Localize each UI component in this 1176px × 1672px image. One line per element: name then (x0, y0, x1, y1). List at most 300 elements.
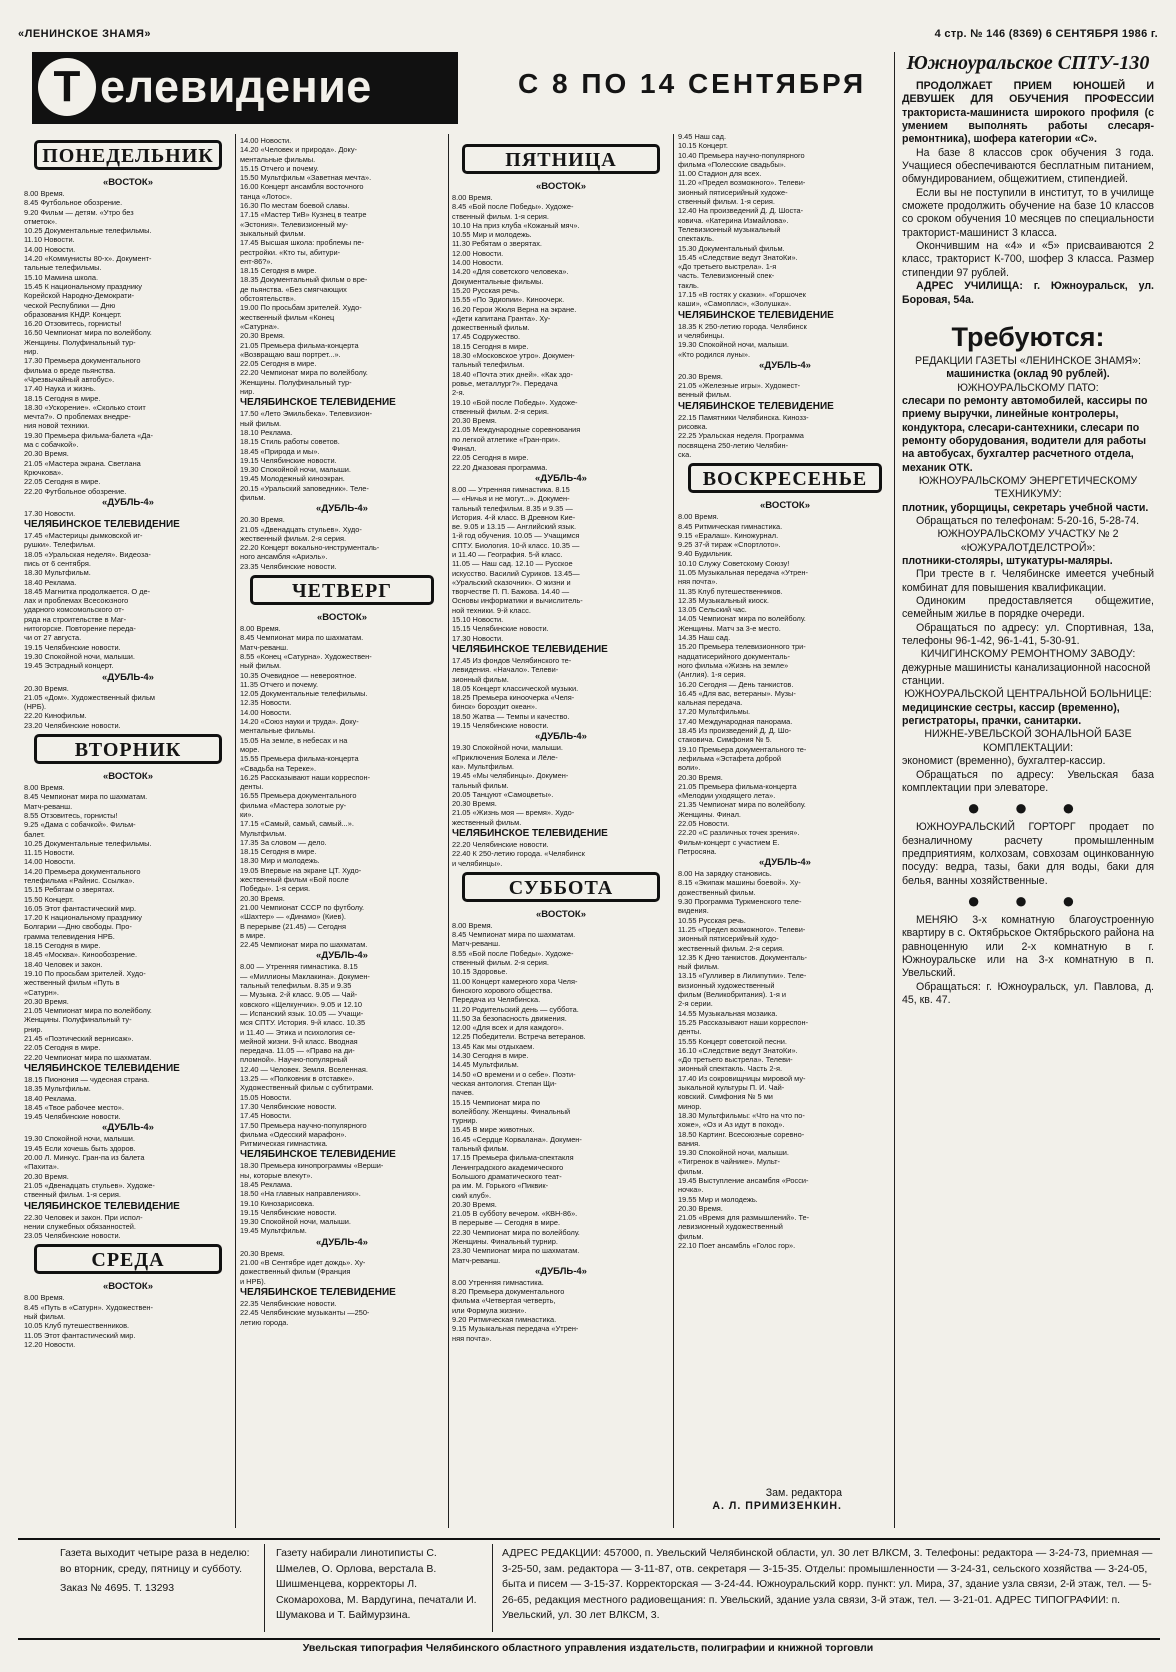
signature-role: Зам. редактора (765, 1487, 842, 1499)
program-line: 9.25 37-й тираж «Спортлото». (678, 540, 781, 550)
program-line: бинского хорового общества. (452, 985, 553, 995)
program-line: или Формула жизни». (452, 1305, 527, 1315)
program-line: 18.25 Премьера киноочерка «Челя- (452, 693, 575, 703)
employer-name: НИЖНЕ-УВЕЛЬСКОЙ ЗОНАЛЬНОЙ БАЗЕ КОМПЛЕКТАЦИИ: (924, 728, 1132, 754)
program-line: 14.00 Новости. (24, 857, 76, 867)
program-line: стаковича. Симфония № 5. (678, 735, 772, 745)
program-line: хоже», «Оз и Аз идут в поход». (678, 1120, 785, 1130)
program-line: 17.45 «Мастерицы дымковской иг- (24, 531, 143, 541)
program-line: 15.30 Документальный фильм. (678, 243, 785, 253)
program-line: 16.45 «Сердце Корвалана». Докумен- (452, 1134, 582, 1144)
program-line: 15.50 Концерт. (24, 894, 74, 904)
program-line: жественный фильм «Бой после (240, 875, 349, 885)
program-line: 17.40 Из сокровищницы мировой му- (678, 1073, 806, 1083)
program-line: жественный фильм. 2-я серия. (240, 533, 347, 543)
program-line: нитогорске. Повторение переда- (24, 624, 136, 634)
program-line: в мире. (240, 930, 266, 940)
channel-heading: «ДУБЛЬ-4» (759, 359, 811, 371)
regional-heading: ЧЕЛЯБИНСКОЕ ТЕЛЕВИДЕНИЕ (240, 397, 396, 409)
day-heading: ЧЕТВЕРГ (250, 575, 434, 605)
channel-heading: «ДУБЛЬ-4» (535, 472, 587, 484)
program-line: ной техники. 9-й класс. (452, 605, 531, 615)
program-line: 19.45 Выступление ансамбля «Росси- (678, 1175, 809, 1185)
program-line: минор. (678, 1101, 702, 1111)
program-line: танца «Лотос». (240, 191, 293, 201)
program-line: Основы информатики и вычислитель- (452, 596, 583, 606)
program-line: тальный фильм. (452, 1144, 509, 1154)
program-line: 15.20 Премьера телевизионного три- (678, 642, 806, 652)
program-line: зионный пятисерийный худо- (678, 934, 779, 944)
program-line: 21.05 «Двенадцать стульев». Художе- (24, 1180, 155, 1190)
program-line: 11.15 Новости. (24, 848, 75, 858)
separator-dots: ● ● ● (966, 795, 1090, 821)
program-line: 19.10 «Бой после Победы». Художе- (452, 397, 578, 407)
program-line: 9.20 Фильм — детям. «Утро без (24, 207, 134, 217)
program-line: ный фильм. (240, 418, 282, 428)
program-line: зыкальный фильм. (240, 228, 306, 238)
program-line: 17.30 Челябинские новости. (240, 1101, 337, 1111)
program-line: — Музыка. 2-й класс. 9.05 — Чай- (240, 990, 358, 1000)
program-line: 17.15 Премьера фильма-спектакля (452, 1153, 574, 1163)
program-line: 14.20 Премьера документального (24, 866, 141, 876)
program-line: 9.40 Будильник. (678, 549, 733, 559)
program-line: ческая антология. Степан Щи- (452, 1078, 557, 1088)
channel-heading: «ДУБЛЬ-4» (316, 1236, 368, 1248)
program-line: лах и проблемах Всесоюзного (24, 596, 129, 606)
program-line: отметок». (24, 216, 58, 226)
program-line: 8.00 На зарядку становись. (678, 869, 772, 879)
column-rule (448, 134, 449, 1528)
program-line: передача. 11.05 — «Право на ди- (240, 1046, 355, 1056)
program-line: 12.05 Документальные телефильмы. (240, 689, 368, 699)
program-line: ковский. Симфония № 5 ми (678, 1092, 773, 1102)
program-line: 8.00 Время. (452, 193, 493, 202)
program-line: Победы». 1-я серия. (240, 884, 311, 894)
program-line: 17.15 «В гостях у сказки». «Горшочек (678, 290, 806, 300)
program-line: 8.00 Утренняя гимнастика. (452, 1277, 544, 1287)
program-line: 14.00 Новости. (240, 136, 292, 145)
program-line: 20.15 «Уральский заповедник». Теле- (240, 483, 369, 493)
program-line: рестройки. «Кто ты, абитури- (240, 247, 341, 257)
program-line: ный фильм. (240, 661, 282, 671)
channel-heading: «ДУБЛЬ-4» (102, 496, 154, 508)
program-line: 11.20 Родительский день — суббота. (452, 1004, 579, 1014)
program-line: 19.10 Кинозарисовка. (240, 1198, 315, 1208)
program-line: «Сатурна». (240, 321, 280, 331)
program-line: «Свадьба на Тереке». (240, 763, 317, 773)
program-line: 19.45 Мультфильм. (240, 1226, 307, 1236)
program-line: ственный фильм. 1-я серия. (24, 1190, 121, 1200)
program-line: ент-86?». (240, 256, 273, 266)
program-line: фильма «Полесские свадьбы». (678, 159, 786, 169)
publication-info (60, 1546, 250, 1597)
channel-heading: «ВОСТОК» (536, 908, 586, 920)
program-line: 16.25 Рассказывают наши корреспон- (240, 772, 371, 782)
program-line: и 11.40 — Этика и психология се- (240, 1027, 356, 1037)
program-line: 21.05 «Жизнь моя — время». Худо- (452, 808, 575, 818)
job-list: машинистка (оклад 90 рублей). (946, 368, 1110, 381)
program-line: 8.45 Чемпионат мира по шахматам. (240, 633, 364, 643)
program-line: 9.25 «Дама с собачкой». Фильм- (24, 820, 136, 830)
program-line: 13.25 — «Полковник в отставке». (240, 1074, 355, 1084)
channel-heading: «ДУБЛЬ-4» (102, 671, 154, 683)
program-line: «Дети капитана Гранта». Ху- (452, 313, 551, 323)
program-line: 10.10 На приз клуба «Кожаный мяч». (452, 220, 580, 230)
program-line: нир. (240, 387, 255, 397)
job-list: дежурные машинисты канализационной насосной станции. (902, 661, 1151, 688)
program-line: 19.15 Челябинские новости. (452, 721, 549, 731)
program-line: няя почта». (452, 1333, 492, 1343)
program-line: и 11.40 — География. 5-й класс. (452, 549, 563, 559)
program-line: 14.45 Мультфильм. (452, 1060, 519, 1070)
school-paragraph: Окончившим на «4» и «5» присваиваются 2 класс, тракторист К-700, шофер 3 класса. Размер стипендии 97 рублей. (902, 240, 1154, 279)
program-line: зыкальной культуры П. И. Чай- (678, 1083, 785, 1093)
program-line: 18.15 Сегодня в мире. (240, 847, 317, 857)
regional-heading: ЧЕЛЯБИНСКОЕ ТЕЛЕВИДЕНИЕ (24, 1062, 180, 1074)
editorial-address: АДРЕС РЕДАКЦИИ: 457000, п. Увельский Челябинской области, ул. 30 лет ВЛКСМ, 3. Телефоны: редактора — 3-24-73, приемная — 3-25-50, зам. редактора — 3-11-87, отв. секретаря — 3-15-35. Отделы: промышленности — 3-24-31, сельского хозяйства — 3-24-05, быта и писем — 3-15-37. Корректорская — 3-24-44. Южноуральский корр. пункт: ул. Мира, 37, здание узла связи, 2-й этаж, тел. — 5-26-65, редакция местного радиовещания: п. Увельский, здание узла связи, 3-й этаж, тел. — 3-21-01. АДРЕС ТИПОГРАФИИ: п. Увельский, ул. 30 лет ВЛКСМ, 3. (502, 1547, 1153, 1621)
program-line: 18.05 «Уральская неделя». Видеоза- (24, 549, 151, 559)
phone-info: Обращаться по телефонам: 5-20-16, 5-28-74. (916, 514, 1140, 527)
program-line: 22.30 Человек и закон. При испол- (24, 1212, 143, 1222)
column-rule (235, 134, 236, 1528)
program-line: 12.40 На произведений Д. Д. Шоста- (678, 206, 804, 216)
program-line: и челябинцы. (678, 330, 725, 340)
program-line: мейной жизни. 9-й класс. Вводная (240, 1036, 358, 1046)
program-line: 22.15 Памятники Челябинска. Кинозз- (678, 412, 809, 422)
program-line: 11.35 Клуб путешественников. (678, 586, 783, 596)
program-line: ственный фильм. 2-я серия. (452, 958, 549, 968)
program-line: посвящена 250-летию Челябин- (678, 440, 789, 450)
program-line: 23.30 Чемпионат мира по шахматам. (452, 1246, 580, 1256)
program-line: фильм. (678, 1166, 704, 1176)
signature-block (660, 1487, 842, 1513)
program-line: визионный художественный (678, 980, 775, 990)
program-line: 20.30 Время. (452, 799, 497, 809)
order-number: Заказ № 4695. Т. 13293 (60, 1582, 175, 1594)
program-line: 21.35 Чемпионат мира по волейболу. (678, 800, 806, 810)
program-line: 18.15 Сегодня в мире. (24, 941, 101, 951)
program-line: 14.00 Новости. (240, 707, 292, 717)
program-line: 10.10 Служу Советскому Союзу! (678, 558, 790, 568)
program-line: 17.40 Наука и жизнь. (24, 384, 96, 394)
program-line: 17.15 «Мастер ТиВ» Кузнец в театре (240, 210, 367, 220)
program-line: 12.35 К Дню танкистов. Документаль- (678, 952, 808, 962)
program-line: 12.25 Победители. Встреча ветеранов. (452, 1032, 586, 1042)
program-line: 20.30 Время. (240, 1248, 285, 1258)
program-line: Женщины. Полуфинальный тур- (240, 377, 352, 387)
program-line: ны, которые влекут». (240, 1170, 313, 1180)
program-line: Ритмическая гимнастика. (240, 1139, 328, 1149)
program-line: 22.20 Концерт вокально-инструменталь- (240, 543, 380, 553)
job-list: медицинские сестры, кассир (временно), регистраторы, прачки, санитарки. (902, 701, 1120, 728)
program-line: 9.45 Наш сад. (678, 132, 727, 141)
typesetters-info: Газету набирали линотиписты С. Шмелев, О. Орлова, верстала В. Шишменцева, корректоры Л. Скомарохова, М. Вардугина, печатали И. Шумакова и Т. Баймурзина. (276, 1547, 477, 1621)
program-line: (Англия). 1-я серия. (678, 670, 746, 680)
program-line: 11.05 Этот фантастический мир. (24, 1330, 136, 1340)
program-line: 20.05 Танцуют «Самоцветы». (452, 789, 554, 799)
program-line: 11.05 — Наш сад. 12.10 — Русское (452, 559, 573, 569)
program-line: 16.55 Премьера документального (240, 791, 357, 801)
employer-name: РЕДАКЦИИ ГАЗЕТЫ «ЛЕНИНСКОЕ ЗНАМЯ»: (915, 354, 1141, 367)
program-line: ки». (240, 810, 254, 819)
program-line: Женщины. Полуфинальный ту- (24, 1015, 132, 1025)
program-line: 18.40 Реклама. (24, 1093, 77, 1103)
program-line: 11.10 Новости. (24, 235, 75, 245)
program-line: 11.50 За безопасность движения. (452, 1013, 567, 1023)
program-line: «Шахтер» — «Динамо» (Киев). (240, 912, 346, 922)
program-line: 15.55 Концерт советской песни. (678, 1036, 787, 1046)
program-line: 12.00 Новости. (452, 248, 504, 258)
program-line: чи от 27 августа. (24, 633, 82, 643)
program-line: денты. (240, 782, 264, 792)
program-line: 10.15 Концерт. (678, 141, 728, 151)
program-line: Женщины. Полуфинальный тур- (24, 337, 136, 347)
program-line: 22.20 Джазовая программа. (452, 462, 548, 472)
program-line: 19.10 Премьера документального те- (678, 744, 807, 754)
program-line: 15.10 Новости. (452, 615, 504, 625)
program-line: 11.30 Ребятам о зверятах. (452, 239, 542, 249)
program-line: 19.45 Если хочешь быть здоров. (24, 1143, 136, 1153)
program-line: 15.45 В мире животных. (452, 1125, 535, 1135)
program-line: 10.05 Клуб путешественников. (24, 1321, 130, 1331)
program-line: ного ансамбля «Ариэль». (240, 552, 328, 562)
program-line: Передача из Челябинска. (452, 995, 541, 1005)
program-line: 15.15 Отчего и почему. (240, 163, 319, 173)
program-line: 8.00 Время. (452, 920, 493, 930)
program-line: 22.45 Челябинские музыканты —250- (240, 1308, 370, 1318)
channel-heading: «ВОСТОК» (536, 181, 586, 192)
program-line: волейболу. Женщины. Финальный (452, 1106, 571, 1116)
program-line: 18.40 Реклама. (24, 577, 77, 587)
channel-heading: «ДУБЛЬ-4» (316, 503, 368, 515)
gortorg-ad: ЮЖНОУРАЛЬСКИЙ ГОРТОРГ продает по безналичному расчету промышленным предприятиям, колхозам, совхозам оцинкованную посуду: ведра, тазы, баки для воды, баки для белья, ванны хозяйственные. (902, 821, 1154, 887)
job-list: плотники-столяры, штукатуры-маляры. (902, 555, 1113, 567)
program-line: дожественный фильм (Франция (240, 1267, 351, 1277)
channel-heading: «ДУБЛЬ-4» (759, 857, 811, 869)
program-line: 15.50 Мультфильм «Заветная мечта». (240, 173, 372, 183)
day-heading: СРЕДА (34, 1244, 222, 1274)
program-line: телефильма «Райнис. Ссылка». (24, 876, 135, 885)
program-line: фильма о вреде пьянства. (24, 365, 116, 375)
program-line: 8.55 «Конец «Сатурна». Художествен- (240, 651, 372, 661)
program-line: 21.05 В субботу вечером. «КВН-86». (452, 1209, 578, 1219)
program-line: 15.10 Мамина школа. (24, 272, 99, 282)
program-line: 18.15 Сегодня в мире. (24, 393, 101, 403)
program-line: 18.45 Реклама. (240, 1179, 293, 1189)
program-line: 14.00 Новости. (452, 258, 504, 268)
tv-logo: Т (38, 58, 96, 116)
program-line: 17.20 Мультфильмы. (678, 707, 751, 717)
program-line: море. (240, 744, 260, 754)
television-masthead (32, 52, 458, 124)
program-line: 18.30 «Ускорение». «Сколько стоит (24, 402, 146, 412)
program-line: 22.35 Челябинские новости. (240, 1298, 337, 1308)
program-line: Мультфильм. (240, 828, 287, 838)
program-line: 15.15 Ребятам о зверятах. (24, 885, 115, 895)
program-line: видения. (678, 906, 709, 916)
program-line: Матч-реванш. (452, 1255, 501, 1265)
program-line: тальные телефильмы. (24, 263, 102, 273)
program-line: 14.20 «Коммунисты 80-х». Документ- (24, 254, 152, 264)
program-line: летию города. (240, 1317, 289, 1327)
program-line: ночка». (678, 1185, 704, 1195)
program-line: Женщины. Матч за 3-е место. (678, 623, 781, 633)
program-line: 10.55 Русская речь. (678, 915, 746, 925)
program-line: 22.05 Сегодня в мире. (240, 359, 317, 369)
program-line: 19.55 Мир и молодежь. (678, 1194, 758, 1204)
channel-heading: «ВОСТОК» (103, 177, 153, 188)
program-line: 14.20 «Для советского человека». (452, 267, 569, 277)
program-line: денты. (678, 1027, 702, 1037)
program-line: 19.30 Премьера фильма-балета «Да- (24, 430, 153, 440)
program-line: 12.35 Новости. (240, 698, 292, 708)
program-line: 17.50 Премьера научно-популярного (240, 1120, 367, 1130)
program-line: «Мелодии уходящего лета». (678, 791, 776, 801)
program-line: дожественный фильм. (452, 323, 530, 333)
channel-heading: «ДУБЛЬ-4» (535, 1265, 587, 1277)
program-line: 9.30 Программа Туркменского теле- (678, 897, 802, 907)
program-line: 17.30 Новости. (452, 633, 504, 643)
program-line: 17.35 За словом — дело. (240, 837, 327, 847)
program-line: 21.05 Международные соревнования (452, 425, 581, 435)
program-line: ментальные фильмы. (240, 726, 316, 736)
day-heading: ВТОРНИК (34, 734, 222, 764)
regional-heading: ЧЕЛЯБИНСКОЕ ТЕЛЕВИДЕНИЕ (452, 828, 608, 839)
program-line: фильма «Четвертая четверть, (452, 1296, 556, 1306)
school-body: ПРОДОЛЖАЕТ ПРИЕМ ЮНОШЕЙ И ДЕВУШЕК ДЛЯ ОБУЧЕНИЯ ПРОФЕССИИ тракториста-машиниста широкого профиля (с умением выполнять работы слесаря-ремонтника), шофера категории «С». (902, 80, 1154, 146)
program-line: 21.05 «Мастера экрана. Светлана (24, 458, 141, 468)
program-line: 8.55 Отзовитесь, горнисты! (24, 810, 118, 820)
program-line: 11.35 Отчего и почему. (240, 679, 319, 689)
newspaper-name: «ЛЕНИНСКОЕ ЗНАМЯ» (18, 28, 152, 40)
program-line: 8.00 Время. (678, 512, 719, 522)
program-line: «Уральский сказочник». О жизни и (452, 577, 571, 587)
program-line: 16.45 «Для вас, ветераны». Музы- (678, 688, 796, 698)
program-line: 17.50 «Лето Эмильбека». Телевизион- (240, 409, 373, 419)
program-line: 22.10 Поет ансамбль «Голос гор». (678, 1241, 796, 1251)
program-line: 20.30 Время. (678, 371, 723, 381)
regional-heading: ЧЕЛЯБИНСКОЕ ТЕЛЕВИДЕНИЕ (452, 643, 608, 655)
footer-rule (492, 1544, 493, 1632)
program-line: такль. (678, 280, 699, 290)
program-line: 22.40 К 250-летию города. «Челябинск (452, 849, 585, 859)
program-line: 20.00 Л. Минкус. Гран-па из балета (24, 1153, 145, 1163)
program-line: фильм. (240, 492, 266, 502)
program-line: 19.30 Спокойной ночи, малыши. (452, 743, 563, 753)
program-line: балет. (24, 829, 45, 839)
program-line: пачев. (452, 1088, 474, 1098)
printer-line: Увельская типография Челябинского областного управления издательств, полиграфии и книжной торговли (302, 1642, 874, 1654)
classifieds-column (902, 52, 1154, 1007)
program-line: 8.00 Время. (240, 624, 281, 634)
program-line: 19.30 Спокойной ночи, малыши. (240, 465, 351, 475)
address-info: Обращаться по адресу: Увельская база комплектации при элеваторе. (902, 768, 1154, 794)
program-line: 18.30 «Московское утро». Докумен- (452, 351, 575, 361)
program-line: 17.20 К национальному празднику (24, 913, 142, 923)
program-line: — Испанский язык. 10.05 — Учащи- (240, 1008, 364, 1018)
program-line: 15.55 «По Эдиопии». Киноочерк. (452, 295, 565, 305)
program-line: искусство. Василий Суриков. 13.45— (452, 568, 580, 578)
program-line: «Приключения Болека и Лёле- (452, 752, 558, 762)
program-line: Художественный фильм с субтитрами. (240, 1083, 374, 1093)
program-line: Женщины. Финальный турнир. (452, 1236, 558, 1246)
school-paragraph: Если вы не поступили в институт, то в училище сможете продолжить обучение на базе 10 классов со сроком обучения 10 месяцев по специальности тракторист-машинист 3 класса. (902, 186, 1154, 239)
program-line: зионный фильм. (452, 674, 509, 684)
program-line: 18.45 Магнитка продолжается. О де- (24, 586, 151, 596)
program-line: Документальные фильмы. (452, 276, 544, 286)
program-line: 14.50 «О времени и о себе». Поэти- (452, 1069, 576, 1079)
program-line: 22.30 Чемпионат мира по волейболу. (452, 1227, 580, 1237)
program-line: 14.35 Наш сад. (678, 633, 731, 643)
channel-heading: «ДУБЛЬ-4» (102, 1122, 154, 1134)
program-line: 15.15 Челябинские новости. (452, 624, 549, 634)
program-line: 18.35 Документальный фильм о вре- (240, 275, 368, 285)
program-line: 8.45 Футбольное обозрение. (24, 198, 123, 208)
signature-name: А. Л. ПРИМИЗЕНКИН. (712, 1500, 842, 1512)
program-line: Женщины. Финал. (678, 809, 741, 819)
program-line: 19.30 Спокойной ночи, малыши. (24, 651, 135, 661)
program-line: жественный фильм «Конец (240, 312, 335, 322)
program-line: и НРБ). (240, 1276, 266, 1286)
program-line: 9.15 «Ералаш». Киножурнал. (678, 530, 779, 540)
program-line: 8.45 Чемпионат мира по шахматам. (24, 792, 148, 802)
regional-heading: ЧЕЛЯБИНСКОЕ ТЕЛЕВИДЕНИЕ (678, 400, 834, 412)
program-line: «Чрезвычайный автобус». (24, 374, 115, 384)
program-line: 13.45 Как мы отдыхаем. (452, 1041, 535, 1051)
program-line: 22.20 Челябинские новости. (452, 840, 549, 849)
program-line: 18.45 «Твое рабочее место». (24, 1102, 124, 1112)
program-line: рисовка. (678, 422, 708, 432)
program-line: 14.20 «Человек и природа». Доку- (240, 145, 357, 155)
program-line: «Пахита». (24, 1162, 59, 1172)
program-line: 17.45 Новости. (240, 1111, 292, 1121)
program-line: пись от 6 сентября. (24, 558, 91, 568)
program-line: грамма телевидения НРБ. (24, 931, 115, 941)
program-line: 19.00 По просьбам зрителей. Худо- (240, 303, 362, 313)
program-line: 20.30 Время. (240, 515, 285, 525)
program-line: 19.30 Спокойной ночи, малыши. (678, 1148, 789, 1158)
program-line: 18.50 Жатва — Темпы и качество. (452, 711, 570, 721)
program-line: 18.15 Пионония — чудесная страна. (24, 1074, 150, 1084)
program-line: 21.05 «Железные игры». Художест- (678, 381, 801, 391)
program-line: 17.45 Содружество. (452, 332, 521, 342)
program-line: обстоятельств». (240, 294, 296, 304)
issue-info: 4 стр. № 146 (8369) 6 СЕНТЯБРЯ 1986 г. (934, 28, 1158, 40)
employer-name: КИЧИГИНСКОМУ РЕМОНТНОМУ ЗАВОДУ: (920, 648, 1136, 661)
program-line: 18.05 Концерт классической музыки. (452, 683, 579, 693)
program-line: 10.40 Премьера научно-популярного (678, 150, 805, 160)
program-line: 21.05 Премьера фильма-концерта (240, 340, 359, 350)
program-line: ментальные фильмы. (240, 154, 316, 164)
program-line: 8.00 — Утренняя гимнастика. 8.15 (240, 962, 358, 972)
program-line: ма с собачкой». (24, 440, 79, 450)
page-footer (18, 1538, 1160, 1640)
program-line: 18.10 Реклама. (240, 427, 293, 437)
program-line: «До третьего выстрела». Телеви- (678, 1055, 793, 1065)
program-line: ный фильм. (24, 1311, 66, 1321)
program-line: 21.05 Премьера фильма-концерта (678, 781, 797, 791)
program-line: 19.15 Челябинские новости. (240, 455, 337, 465)
program-line: 20.30 Время. (24, 1171, 69, 1181)
regional-heading: ЧЕЛЯБИНСКОЕ ТЕЛЕВИДЕНИЕ (678, 309, 834, 321)
program-line: 9.15 Музыкальная передача «Утрен- (452, 1324, 579, 1334)
program-line: 18.50 Картинг. Всесоюзные соревно- (678, 1129, 805, 1139)
program-line: 8.20 Премьера документального (452, 1287, 565, 1297)
program-line: 10.25 Документальные телефильмы. (24, 226, 152, 236)
program-line: 15.15 Чемпионат мира по (452, 1097, 540, 1107)
program-line: 17.30 Новости. (24, 508, 76, 518)
program-line: 22.20 Футбольное обозрение. (24, 486, 127, 496)
